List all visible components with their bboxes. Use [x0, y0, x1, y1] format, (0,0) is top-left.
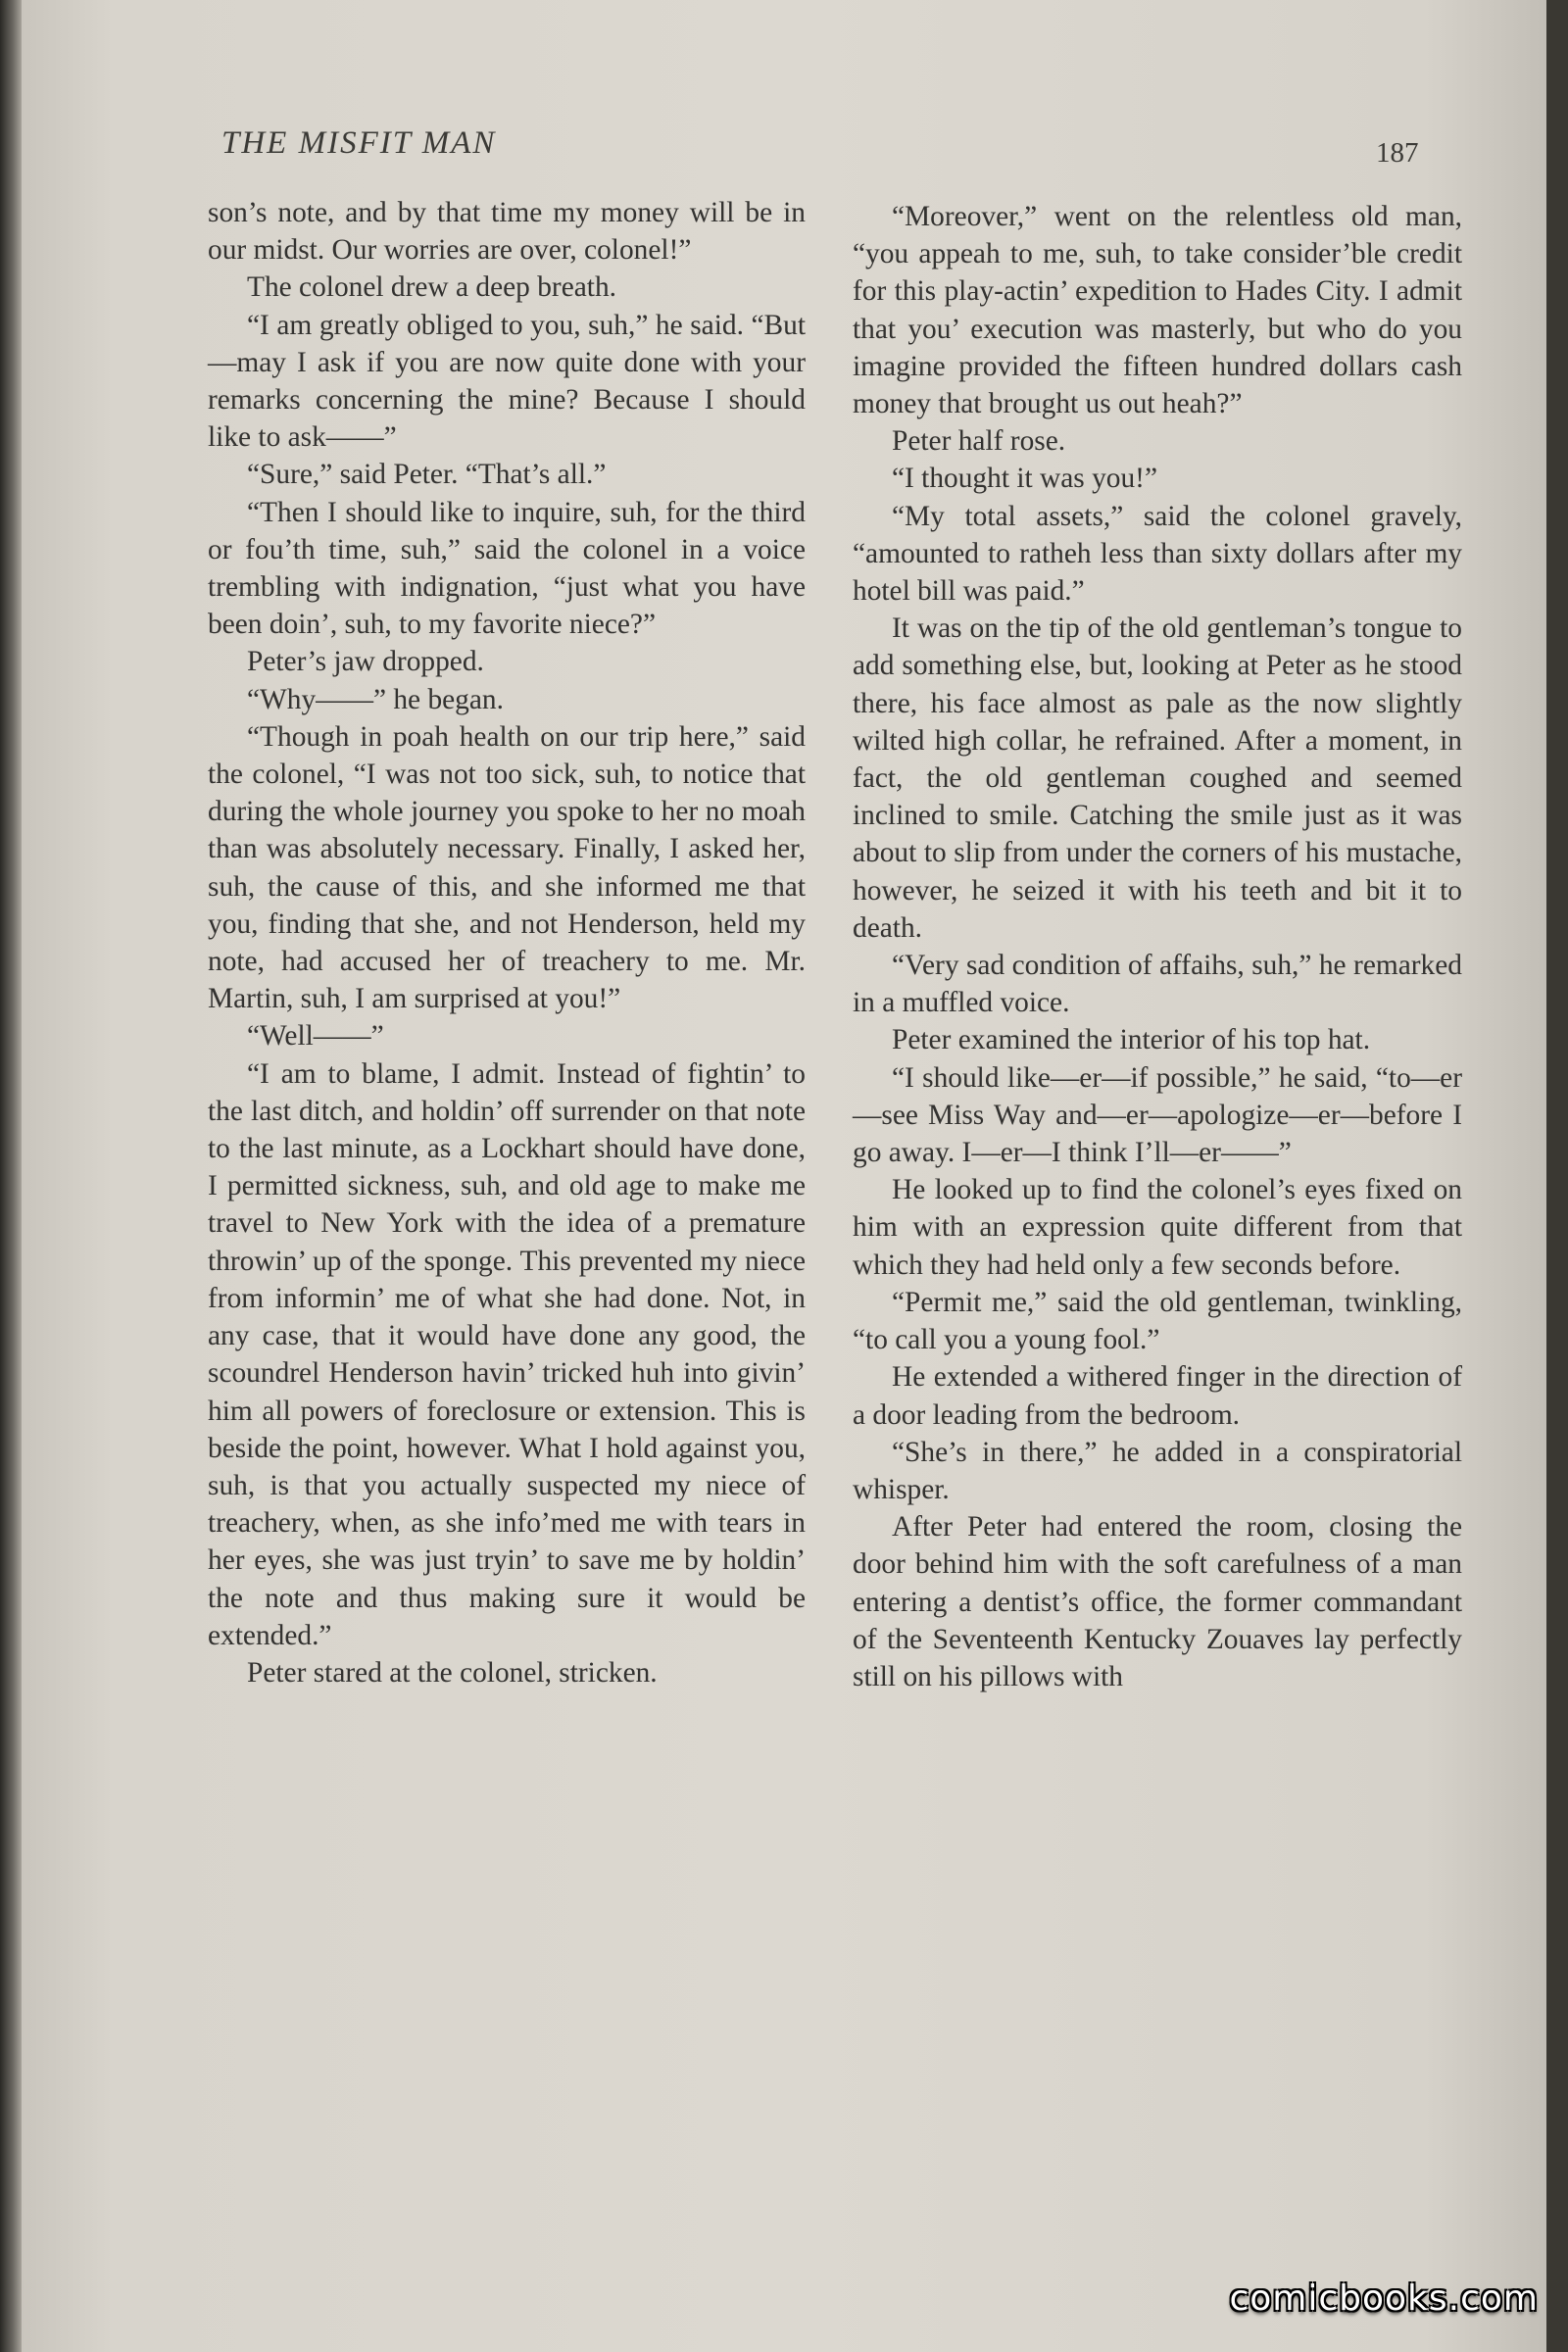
paragraph: “Sure,” said Peter. “That’s all.” [247, 459, 607, 491]
right-text-column [853, 198, 1462, 1695]
paragraph: “Then I should like to inquire, suh, for the third or fou’th time, suh,” said the colonel in a voice trembling with indignation, “just what you have been doin’, suh, to my favorite niece?” [208, 496, 806, 641]
paragraph: The colonel drew a deep breath. [247, 271, 616, 304]
site-watermark: comicbooks.com [1229, 2278, 1539, 2319]
running-title: THE MISFIT MAN [221, 125, 497, 161]
paragraph: Peter stared at the colonel, stricken. [247, 1656, 658, 1689]
paragraph: After Peter had entered the room, closing the door behind him with the soft carefulness of a man entering a dentist’s office, the former commandant of the Seventeenth Kentucky Zouaves lay perfectly still on his pillows with [853, 1511, 1462, 1692]
paragraph: He looked up to find the colonel’s eyes fixed on him with an expression quite different from that which they had held only a few seconds before. [853, 1174, 1462, 1281]
paragraph: “She’s in there,” he added in a conspiratorial whisper. [853, 1436, 1462, 1505]
paragraph: “Though in poah health on our trip here,” said the colonel, “I was not too sick, suh, to notice that during the whole journey you spoke to her no moah than was absolutely necessary. Finally, I asked her, suh, the cause of this, and she informed me that you, finding that she, and not Henderson, held my note, had accused her of treachery to me. Mr. Martin, suh, I am surprised at you!” [208, 720, 806, 1015]
paragraph: “My total assets,” said the colonel gravely, “amounted to ratheh less than sixty dollars after my hotel bill was paid.” [853, 500, 1462, 608]
paragraph: “I thought it was you!” [892, 463, 1157, 495]
paragraph: “Well——” [247, 1020, 384, 1053]
paragraph: Peter half rose. [892, 425, 1066, 458]
paragraph: son’s note, and by that time my money will be in our midst. Our worries are over, colonel!” [208, 197, 806, 267]
paragraph: “Permit me,” said the old gentleman, twinkling, “to call you a young fool.” [853, 1286, 1462, 1356]
left-text-column [208, 194, 806, 1691]
paragraph: “I am greatly obliged to you, suh,” he said. “But—may I ask if you are now quite done with your remarks concerning the mine? Because I should like to ask——” [208, 309, 806, 454]
paragraph: Peter’s jaw dropped. [247, 646, 484, 678]
paragraph: “I am to blame, I admit. Instead of fightin’ to the last ditch, and holdin’ off surrender on that note to the last minute, as a Lockhart should have done, I permitted sickness, suh, and old age to make me travel to New York with the idea of a premature throwin’ up of the sponge. This prevented my niece from informin’ me of what she had done. Not, in any case, that it would have done any good, the scoundrel Henderson havin’ tricked huh into givin’ him all powers of foreclosure or extension. This is beside the point, however. What I hold against you, suh, is that you actually suspected my niece of treachery, when, as she info’med me with tears in her eyes, she was just tryin’ to save me by holdin’ the note and thus making sure it would be extended.” [208, 1057, 806, 1651]
paragraph: He extended a withered finger in the direction of a door leading from the bedroom. [853, 1361, 1462, 1431]
book-binding [0, 0, 22, 2352]
paragraph: “I should like—er—if possible,” he said, “to—er—see Miss Way and—er—apologize—er—before I go away. I—er—I think I’ll—er——” [853, 1061, 1462, 1169]
book-page [22, 0, 1546, 2352]
paragraph: “Why——” he began. [247, 683, 504, 715]
paragraph: “Moreover,” went on the relentless old man, “you appeah to me, suh, to take consider’ble credit for this play-actin’ expedition to Hades City. I admit that you’ execution was masterly, but who do you imagine provided the fifteen hundred dollars cash money that brought us out heah?” [853, 201, 1462, 420]
page-number: 187 [1376, 137, 1419, 169]
paragraph: Peter examined the interior of his top hat. [892, 1024, 1371, 1056]
paragraph: It was on the tip of the old gentleman’s tongue to add something else, but, looking at Peter as he stood there, his face almost as pale as the now slightly wilted high collar, he refrained. After a moment, in fact, the old gentleman coughed and seemed inclined to smile. Catching the smile just as it was about to slip from under the corners of his mustache, however, he seized it with his teeth and bit it to death. [853, 612, 1462, 944]
paragraph: “Very sad condition of affaihs, suh,” he remarked in a muffled voice. [853, 950, 1462, 1019]
